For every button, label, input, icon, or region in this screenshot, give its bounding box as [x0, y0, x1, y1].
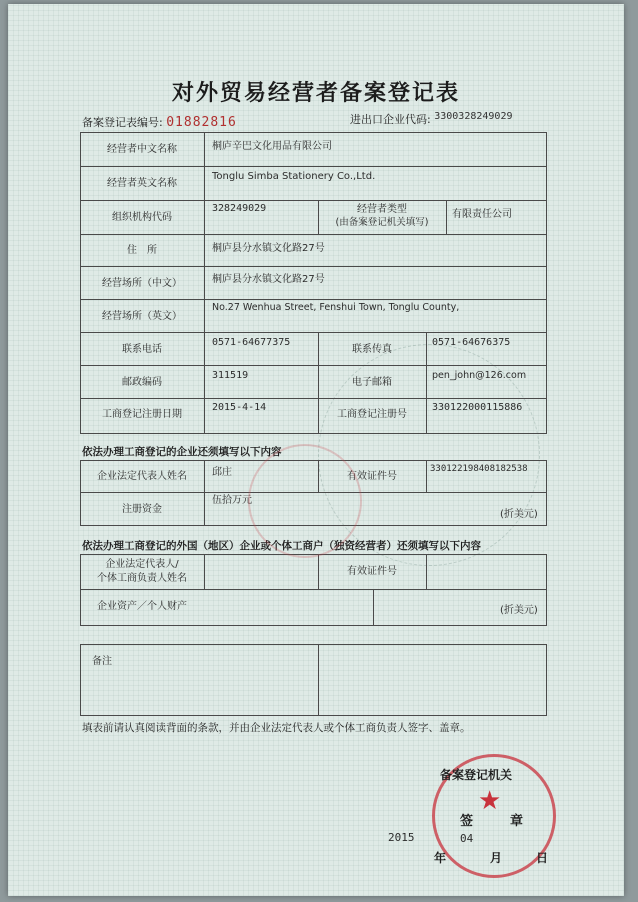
postcode-label: 邮政编码	[122, 377, 162, 388]
legal-rep-value: 邱庄	[212, 467, 232, 478]
faint-stamp	[248, 444, 362, 558]
month-label: 月	[490, 851, 503, 865]
reg-no-label: 备案登记表编号:	[82, 116, 163, 129]
row-divider	[80, 332, 546, 333]
section3-heading: 依法办理工商登记的外国（地区）企业或个体工商户（独资经营者）还须填写以下内容	[82, 540, 481, 552]
authority-label: 备案登记机关	[440, 768, 513, 782]
col-divider	[318, 200, 319, 235]
en-name-value: Tonglu Simba Stationery Co.,Ltd.	[212, 171, 376, 182]
col-divider	[204, 554, 205, 590]
year-label: 年	[434, 851, 447, 865]
row-divider	[80, 299, 546, 300]
section2-heading: 依法办理工商登记的企业还须填写以下内容	[82, 446, 282, 458]
capital-label: 注册资金	[122, 504, 162, 515]
assets-label: 企业资产／个人财产	[97, 601, 187, 612]
col-divider	[426, 332, 427, 433]
seal-label: 章	[510, 814, 524, 829]
remarks-label: 备注	[92, 656, 112, 667]
org-code-label: 组织机构代码	[112, 212, 172, 223]
col-divider	[204, 460, 205, 525]
col-divider	[318, 644, 319, 715]
row-divider	[80, 234, 546, 235]
usd-note: (折美元)	[500, 509, 538, 520]
legal-rep-label: 企业法定代表人姓名	[97, 471, 187, 482]
reg-number-label: 工商登记注册号	[337, 409, 407, 420]
reg-number-value: 330122000115886	[432, 402, 523, 413]
operator-type-value: 有限责任公司	[452, 209, 512, 220]
id-label: 有效证件号	[347, 471, 397, 482]
row-divider	[80, 166, 546, 167]
rep-label-line2: 个体工商负责人姓名	[97, 573, 187, 584]
col-divider	[426, 554, 427, 590]
sign-label: 签	[460, 814, 474, 829]
premises-cn-label: 经营场所（中文）	[102, 278, 182, 289]
col-divider	[426, 460, 427, 493]
address-label: 住 所	[127, 245, 157, 256]
remarks-box	[80, 644, 547, 716]
address-value: 桐庐县分水镇文化路27号	[212, 243, 325, 254]
page-title: 对外贸易经营者备案登记表	[171, 81, 460, 106]
enterprise-code-value: 3300328249029	[434, 111, 513, 122]
year-value: 2015	[388, 831, 415, 844]
enterprise-code-field	[350, 111, 513, 127]
rep-label-line1: 企业法定代表人/	[105, 559, 179, 570]
enterprise-code-label: 进出口企业代码:	[350, 113, 431, 126]
org-code-value: 328249029	[212, 203, 267, 214]
email-label: 电子邮箱	[352, 377, 392, 388]
usd-note-2: (折美元)	[500, 605, 538, 616]
email-value: pen_john@126.com	[432, 370, 527, 381]
reg-date-value: 2015-4-14	[212, 402, 267, 413]
col-divider	[373, 589, 374, 625]
reg-date-label: 工商登记注册日期	[102, 409, 182, 420]
col-divider	[318, 554, 319, 590]
row-divider	[80, 266, 546, 267]
id-value: 330122198408182538	[430, 464, 528, 474]
row-divider	[80, 589, 546, 590]
footer-note: 填表前请认真阅读背面的条款，并由企业法定代表人或个体工商负责人签字、盖章。	[82, 722, 471, 734]
col-divider	[318, 332, 319, 433]
row-divider	[80, 365, 546, 366]
row-divider	[80, 200, 546, 201]
operator-type-label: 经营者类型	[357, 204, 407, 215]
fax-value: 0571-64676375	[432, 337, 511, 348]
operator-type-sub-label: (由备案登记机关填写)	[335, 217, 429, 228]
capital-value: 伍拾万元	[212, 495, 252, 506]
row-divider	[80, 398, 546, 399]
cn-name-value: 桐庐辛巴文化用品有限公司	[212, 141, 332, 152]
postcode-value: 311519	[212, 370, 249, 381]
en-name-label: 经营者英文名称	[107, 178, 177, 189]
premises-cn-value: 桐庐县分水镇文化路27号	[212, 274, 325, 285]
registration-form-page	[8, 4, 624, 896]
col-divider	[446, 200, 447, 235]
premises-en-value: No.27 Wenhua Street, Fenshui Town, Tonglu County,	[212, 302, 460, 313]
day-label: 日	[536, 851, 549, 865]
seal-star-icon: ★	[478, 786, 502, 816]
reg-no-value: 01882816	[166, 115, 237, 130]
premises-en-label: 经营场所（英文）	[102, 311, 182, 322]
reg-no-field	[82, 114, 237, 130]
id-label-2: 有效证件号	[347, 566, 397, 577]
phone-label: 联系电话	[122, 344, 162, 355]
month-value: 04	[460, 832, 474, 845]
fax-label: 联系传真	[352, 344, 392, 355]
col-divider	[204, 132, 205, 433]
phone-value: 0571-64677375	[212, 337, 291, 348]
cn-name-label: 经营者中文名称	[107, 144, 177, 155]
